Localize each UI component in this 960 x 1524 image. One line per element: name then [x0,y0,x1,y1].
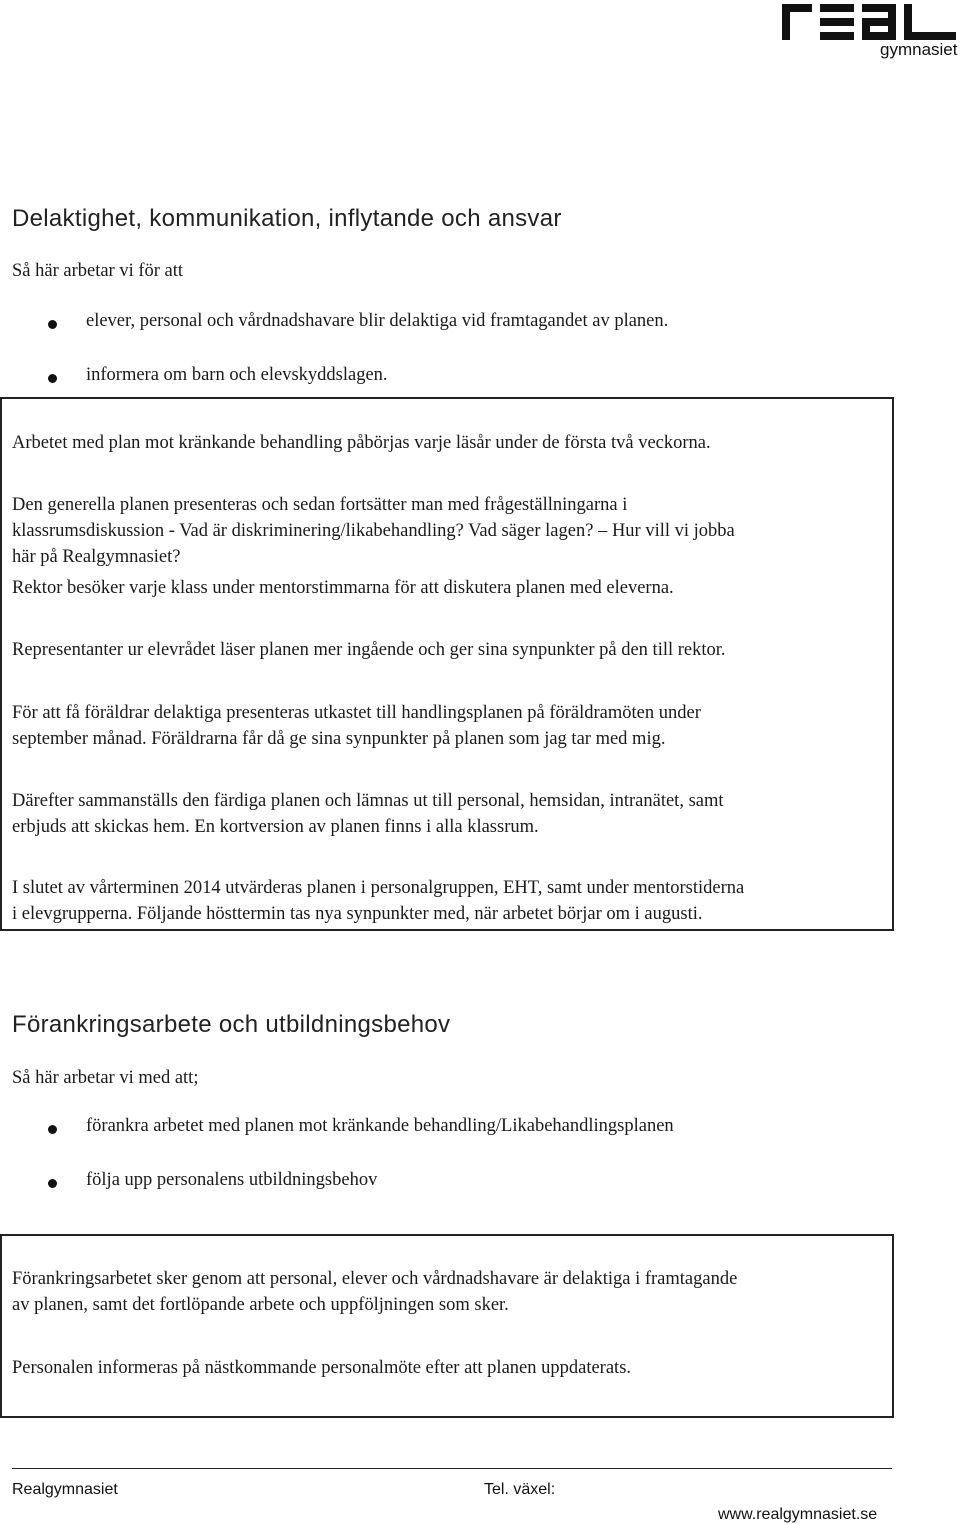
section-intro: Så här arbetar vi för att [12,261,184,281]
box-paragraph: I slutet av vårterminen 2014 utvärderas planen i personalgruppen, EHT, samt under mentorstiderna [12,878,745,898]
bullet-item: förankra arbetet med planen mot kränkande behandling/Likabehandlingsplanen [86,1116,674,1136]
box-paragraph: Personalen informeras på nästkommande personalmöte efter att planen uppdaterats. [12,1358,632,1378]
box-paragraph: erbjuds att skickas hem. En kortversion av planen finns i alla klassrum. [12,817,539,837]
section-heading-forankring: Förankringsarbete och utbildningsbehov [12,1011,451,1038]
box-paragraph: Rektor besöker varje klass under mentorstimmarna för att diskutera planen med eleverna. [12,578,674,598]
footer-phone-label: Tel. växel: [484,1481,556,1498]
text-box-routines [0,397,894,931]
box-paragraph: Representanter ur elevrådet läser planen mer ingående och ger sina synpunkter på den till rektor. [12,640,726,660]
bullet-item: elever, personal och vårdnadshavare blir delaktiga vid framtagandet av planen. [86,311,669,331]
box-paragraph: här på Realgymnasiet? [12,547,181,567]
section-intro: Så här arbetar vi med att; [12,1068,199,1088]
box-paragraph: Förankringsarbetet sker genom att personal, elever och vårdnadshavare är delaktiga i framtagande [12,1269,738,1289]
bullet-item: informera om barn och elevskyddslagen. [86,365,388,385]
footer-website-link[interactable]: www.realgymnasiet.se [718,1506,878,1523]
bullet-item: följa upp personalens utbildningsbehov [86,1170,378,1190]
text-box-forankring [0,1234,894,1418]
bullet-icon [48,1179,57,1188]
box-paragraph: klassrumsdiskussion - Vad är diskriminering/likabehandling? Vad säger lagen? – Hur vill vi jobba [12,521,735,541]
footer-divider [12,1468,892,1469]
section-heading-delaktighet: Delaktighet, kommunikation, inflytande och ansvar [12,205,562,232]
box-paragraph: Därefter sammanställs den färdiga planen och lämnas ut till personal, hemsidan, intranätet, samt [12,791,724,811]
box-paragraph: Arbetet med plan mot kränkande behandling påbörjas varje läsår under de första två veckorna. [12,433,711,453]
bullet-icon [48,320,57,329]
box-paragraph: För att få föräldrar delaktiga presenteras utkastet till handlingsplanen på föräldramöten under [12,703,701,723]
box-paragraph: i elevgrupperna. Följande hösttermin tas nya synpunkter med, när arbetet börjar om i augusti. [12,904,703,924]
box-paragraph: Den generella planen presenteras och sedan fortsätter man med frågeställningarna i [12,495,628,515]
bullet-icon [48,374,57,383]
logo-subtitle: gymnasiet [880,40,958,59]
bullet-icon [48,1125,57,1134]
footer-school-name: Realgymnasiet [12,1481,118,1498]
box-paragraph: september månad. Föräldrarna får då ge sina synpunkter på planen som jag tar med mig. [12,729,666,749]
real-gymnasiet-logo [780,0,960,70]
box-paragraph: av planen, samt det fortlöpande arbete och uppföljningen som sker. [12,1295,509,1315]
